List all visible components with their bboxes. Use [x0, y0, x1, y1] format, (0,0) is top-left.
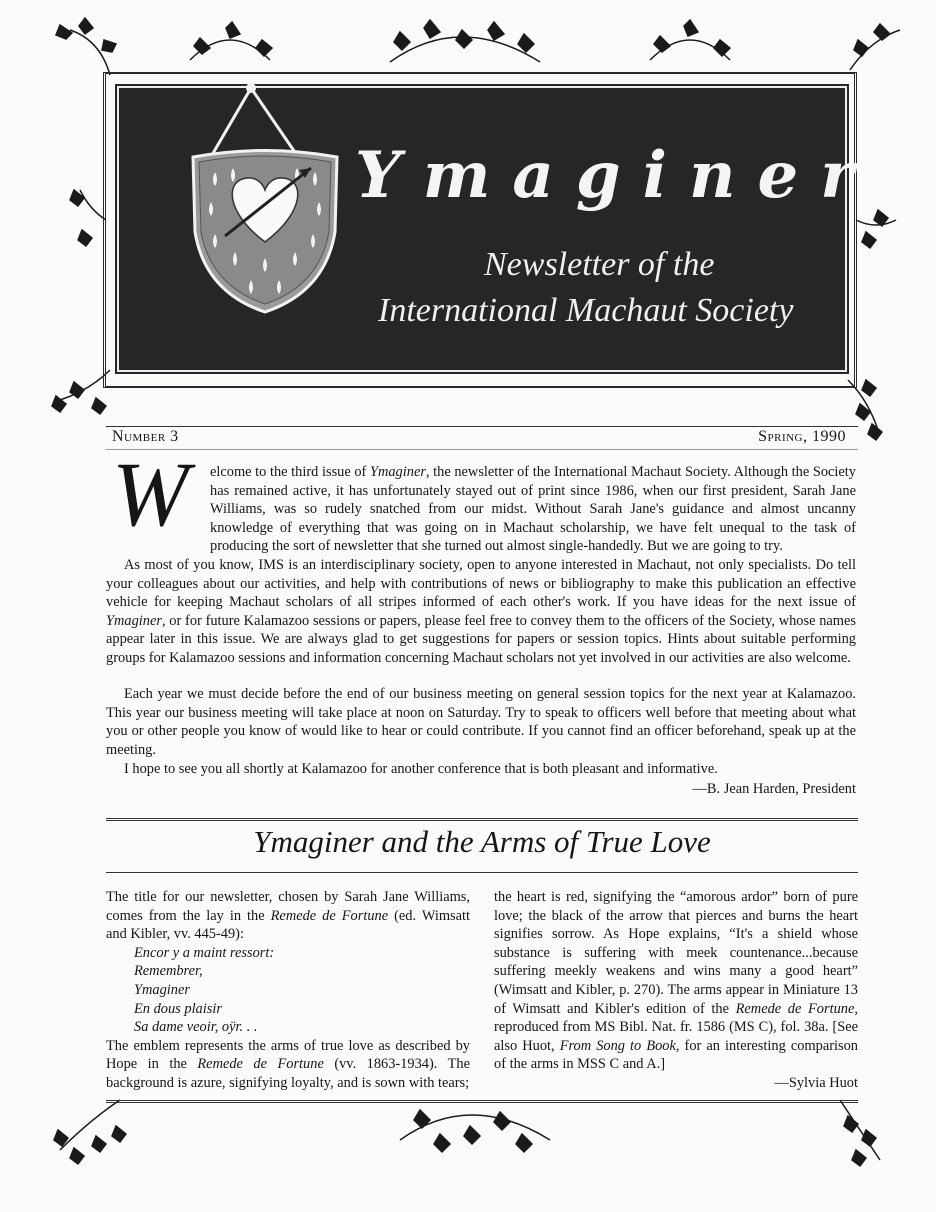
article-right-body: the heart is red, signifying the “amorous ardor” born of pure love; the black of the arrow that pierces and burns the heart signifies sorrow. As Hope explains, “It's a shield whose substance is suffering with meek countenance...because suffering meekly weakens and wins many a good heart” (Wimsatt and Kibler, p. 270). The arms appear in Miniature 13 of Wimsatt and Kibler's edition of the Remede de Fortune, reproduced from MS Bibl. Nat. fr. 1586 (MS C), fol. 38a. [See also Huot, From Song to Book, for an interesting comparison of the arms in MSS C and A.] [494, 889, 858, 1073]
welcome-signature: —B. Jean Harden, President [692, 781, 856, 797]
article-signature: —Sylvia Huot [774, 1075, 858, 1091]
issue-number: Number 3 [112, 428, 179, 445]
issue-rule-bottom [106, 449, 858, 450]
verse-line: Ymaginer [134, 981, 190, 998]
verse-block [106, 944, 470, 1037]
heart-shield-emblem-icon [185, 72, 345, 332]
welcome-paragraph-4: I hope to see you all shortly at Kalamazoo for another conference that is both pleasant and informative. [124, 761, 718, 777]
issue-rule-top [106, 426, 858, 427]
drop-cap: W [112, 443, 189, 545]
welcome-paragraph-3: Each year we must decide before the end of our business meeting on general session topics for the next year at Kalamazoo. This year our business meeting will take place at noon on Saturday. Try to speak to officers well before that meeting about what you or other people you know of would like to hear or could contribute. If you cannot find an officer beforehand, speak up at the meeting. [106, 686, 856, 758]
issue-season: Spring, 1990 [758, 428, 846, 445]
footer-rule [106, 1100, 858, 1104]
welcome-paragraph-1: elcome to the third issue of Ymaginer, the newsletter of the International Machaut Society. Although the Society has remained active, it has unfortunately stayed out of print since 1986, when our first president, Sarah Jane Williams, was so rudely snatched from our midst. Without Sarah Jane's guidance and almost uncanny knowledge of everything that was going on in Machaut scholarship, we have felt unequal to the task of producing the sort of newsletter that she turned out almost single-handedly. But we are going to try. [210, 464, 856, 555]
article-column-left [106, 888, 470, 1093]
newsletter-title: Ymaginer [355, 138, 876, 213]
verse-line: En dous plaisir [134, 1000, 222, 1017]
verse-line: Remembrer, [134, 963, 203, 980]
verse-line: Sa dame veoir, oÿr. . . [134, 1019, 258, 1036]
article-title: Ymaginer and the Arms of True Love [253, 824, 711, 859]
article-intro: The title for our newsletter, chosen by Sarah Jane Williams, comes from the lay in the Remede de Fortune (ed. Wimsatt and Kibler, vv. 445-49): [106, 889, 471, 943]
newsletter-subtitle-line2: International Machaut Society [378, 292, 794, 329]
article-rule-top [106, 818, 858, 822]
article-left-body: The emblem represents the arms of true love as described by Hope in the Remede de Fortune (vv. 1863-1934). The background is azure, signifying loyalty, and is sown with tears; [106, 1037, 470, 1091]
welcome-paragraph-2: As most of you know, IMS is an interdisciplinary society, open to anyone interested in Machaut, not only specialists. Do tell your colleagues about our activities, and help with contributions of news or bibliography to make this publication an effective vehicle for keeping Machaut scholars of all stripes informed of each other's work. If you have ideas for the next issue of Ymaginer, or for future Kalamazoo sessions or papers, please feel free to convey them to the officers of the Society, whose names appear later in this issue. We are always glad to get suggestions for papers or session topics. Hints about suitable performing groups for Kalamazoo sessions and information concerning Machaut scholars not yet involved in our activities are also welcome. [106, 557, 856, 666]
newsletter-subtitle-line1: Newsletter of the [484, 246, 715, 283]
article-column-right [494, 888, 858, 1074]
verse-line: Encor y a maint ressort: [134, 944, 275, 961]
article-rule-bottom [106, 872, 858, 873]
